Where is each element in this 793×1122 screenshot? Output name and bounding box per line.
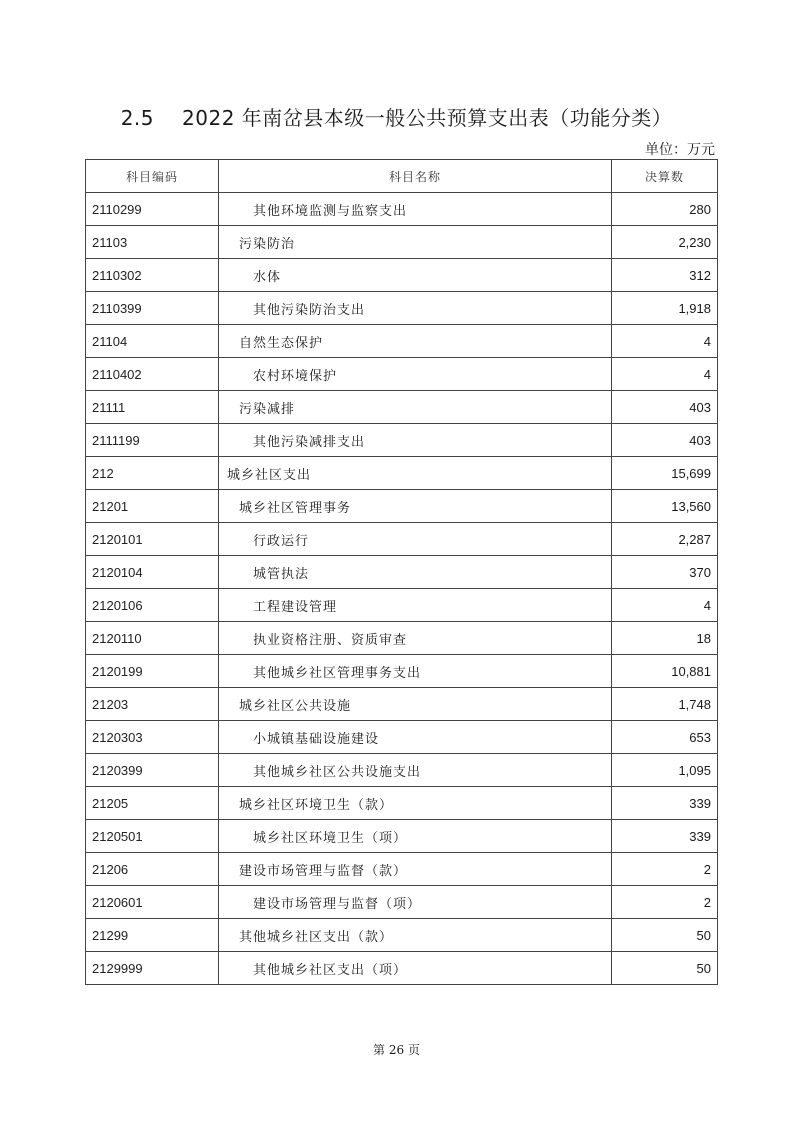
table-row xyxy=(86,325,718,358)
row-value: 2 xyxy=(612,853,718,886)
header-code: 科目编码 xyxy=(86,160,219,193)
header-name: 科目名称 xyxy=(219,160,612,193)
row-code: 21104 xyxy=(86,325,219,358)
row-code: 21201 xyxy=(86,490,219,523)
row-code: 21111 xyxy=(86,391,219,424)
row-value: 339 xyxy=(612,787,718,820)
row-value: 1,095 xyxy=(612,754,718,787)
row-code: 2120303 xyxy=(86,721,219,754)
row-name: 城乡社区支出 xyxy=(219,457,612,490)
row-value: 370 xyxy=(612,556,718,589)
row-name: 污染防治 xyxy=(219,226,612,259)
row-code: 2129999 xyxy=(86,952,219,985)
row-name: 建设市场管理与监督（款） xyxy=(219,853,612,886)
row-name: 污染减排 xyxy=(219,391,612,424)
table-row xyxy=(86,523,718,556)
row-value: 4 xyxy=(612,589,718,622)
table-body xyxy=(86,193,718,985)
row-name: 小城镇基础设施建设 xyxy=(219,721,612,754)
budget-table xyxy=(85,159,718,985)
table-row xyxy=(86,688,718,721)
row-name: 农村环境保护 xyxy=(219,358,612,391)
row-value: 50 xyxy=(612,919,718,952)
row-code: 2120101 xyxy=(86,523,219,556)
row-code: 2110299 xyxy=(86,193,219,226)
row-code: 2120601 xyxy=(86,886,219,919)
table-row xyxy=(86,886,718,919)
row-code: 2111199 xyxy=(86,424,219,457)
row-code: 2120110 xyxy=(86,622,219,655)
section-number: 2.5 xyxy=(120,106,155,130)
table-row xyxy=(86,490,718,523)
table-row xyxy=(86,292,718,325)
row-value: 13,560 xyxy=(612,490,718,523)
table-row xyxy=(86,358,718,391)
table-row xyxy=(86,259,718,292)
table-row xyxy=(86,919,718,952)
row-name: 其他城乡社区支出（款） xyxy=(219,919,612,952)
row-code: 2120106 xyxy=(86,589,219,622)
header-value: 决算数 xyxy=(612,160,718,193)
row-code: 21299 xyxy=(86,919,219,952)
row-name: 城乡社区环境卫生（款） xyxy=(219,787,612,820)
table-row xyxy=(86,193,718,226)
row-name: 其他污染减排支出 xyxy=(219,424,612,457)
row-value: 15,699 xyxy=(612,457,718,490)
row-value: 4 xyxy=(612,325,718,358)
row-name: 其他城乡社区公共设施支出 xyxy=(219,754,612,787)
row-name: 行政运行 xyxy=(219,523,612,556)
table-row xyxy=(86,820,718,853)
row-value: 1,918 xyxy=(612,292,718,325)
row-code: 2120104 xyxy=(86,556,219,589)
row-code: 21205 xyxy=(86,787,219,820)
row-code: 21206 xyxy=(86,853,219,886)
table-row xyxy=(86,721,718,754)
row-code: 2110402 xyxy=(86,358,219,391)
row-value: 18 xyxy=(612,622,718,655)
table-row xyxy=(86,655,718,688)
row-code: 2120399 xyxy=(86,754,219,787)
row-code: 2120501 xyxy=(86,820,219,853)
table-row xyxy=(86,589,718,622)
table-row xyxy=(86,457,718,490)
table-row xyxy=(86,853,718,886)
row-value: 2,287 xyxy=(612,523,718,556)
row-code: 2110302 xyxy=(86,259,219,292)
row-value: 2 xyxy=(612,886,718,919)
row-value: 403 xyxy=(612,424,718,457)
row-name: 其他环境监测与监察支出 xyxy=(219,193,612,226)
table-row xyxy=(86,622,718,655)
row-name: 城乡社区公共设施 xyxy=(219,688,612,721)
table-row xyxy=(86,787,718,820)
unit-label: 单位：万元 xyxy=(645,142,715,158)
row-name: 其他城乡社区支出（项） xyxy=(219,952,612,985)
table-row xyxy=(86,952,718,985)
row-name: 城管执法 xyxy=(219,556,612,589)
row-name: 工程建设管理 xyxy=(219,589,612,622)
row-value: 653 xyxy=(612,721,718,754)
row-value: 2,230 xyxy=(612,226,718,259)
table-row xyxy=(86,556,718,589)
row-name: 执业资格注册、资质审查 xyxy=(219,622,612,655)
table-row xyxy=(86,226,718,259)
row-code: 212 xyxy=(86,457,219,490)
row-name: 城乡社区管理事务 xyxy=(219,490,612,523)
row-value: 4 xyxy=(612,358,718,391)
row-value: 1,748 xyxy=(612,688,718,721)
page-number: 第 26 页 xyxy=(373,1043,420,1057)
row-name: 水体 xyxy=(219,259,612,292)
row-code: 2110399 xyxy=(86,292,219,325)
row-value: 10,881 xyxy=(612,655,718,688)
row-code: 2120199 xyxy=(86,655,219,688)
title-text: 2022 年南岔县本级一般公共预算支出表（功能分类） xyxy=(182,106,673,130)
table-row xyxy=(86,754,718,787)
row-name: 自然生态保护 xyxy=(219,325,612,358)
row-name: 城乡社区环境卫生（项） xyxy=(219,820,612,853)
row-value: 312 xyxy=(612,259,718,292)
row-value: 280 xyxy=(612,193,718,226)
row-value: 403 xyxy=(612,391,718,424)
row-code: 21203 xyxy=(86,688,219,721)
page-title xyxy=(0,102,793,131)
row-name: 建设市场管理与监督（项） xyxy=(219,886,612,919)
table-header xyxy=(86,160,718,193)
row-name: 其他城乡社区管理事务支出 xyxy=(219,655,612,688)
row-code: 21103 xyxy=(86,226,219,259)
header-row xyxy=(86,160,718,193)
row-value: 339 xyxy=(612,820,718,853)
row-name: 其他污染防治支出 xyxy=(219,292,612,325)
row-value: 50 xyxy=(612,952,718,985)
table-row xyxy=(86,391,718,424)
table-row xyxy=(86,424,718,457)
